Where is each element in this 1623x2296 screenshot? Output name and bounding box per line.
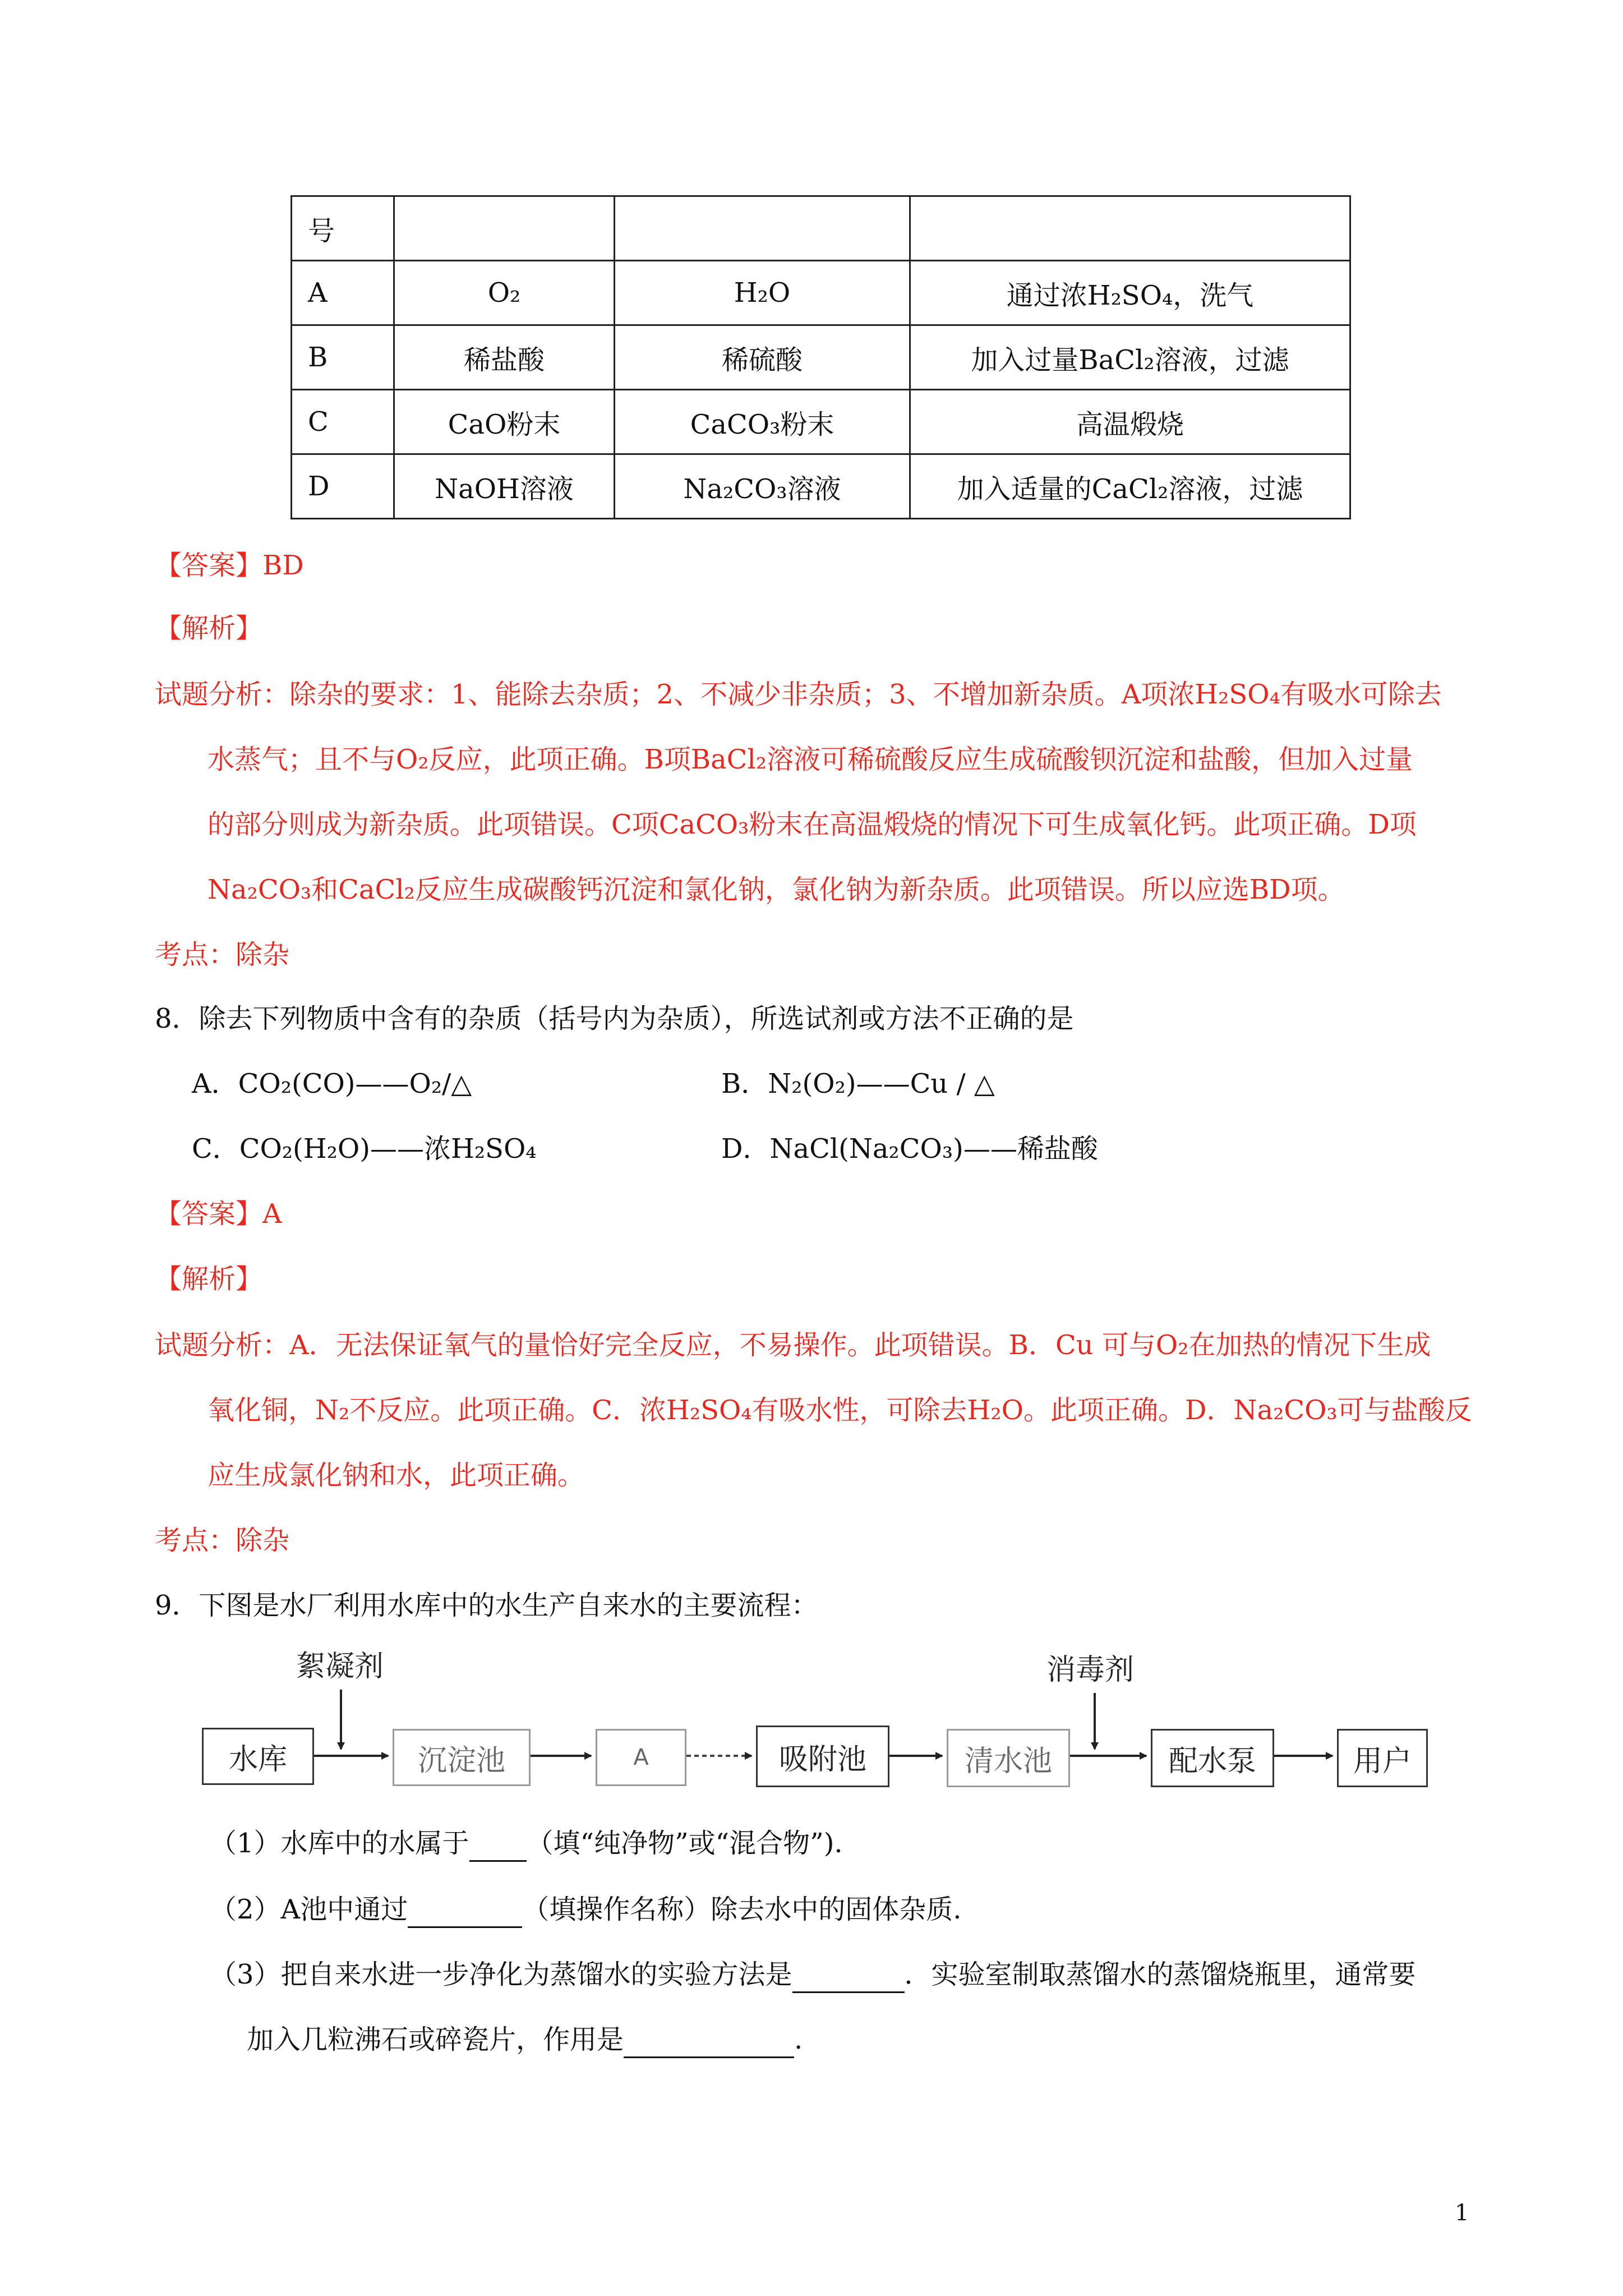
option-a: A．CO₂(CO)——O₂/△ — [192, 1068, 472, 1099]
analysis-line: 试题分析：除杂的要求：1、能除去杂质；2、不减少非杂质；3、不增加新杂质。A项浓H₂SO₄有吸水可除去 — [155, 679, 1442, 710]
table-cell: Na₂CO₃溶液 — [615, 454, 910, 519]
analysis-line: Na₂CO₃和CaCl₂反应生成碳酸钙沉淀和氯化钠，氯化钠为新杂质。此项错误。所以应选BD项。 — [208, 874, 1345, 905]
table-cell: 稀硫酸 — [615, 325, 910, 390]
sub-question-2 — [210, 1893, 961, 1928]
topic-label: 考点：除杂 — [155, 1525, 290, 1556]
table-cell: 通过浓H₂SO₄，洗气 — [910, 261, 1350, 325]
sub-question-3 — [210, 1958, 1416, 1993]
option-c: C．CO₂(H₂O)——浓H₂SO₄ — [192, 1133, 537, 1165]
table-cell: CaO粉末 — [394, 390, 615, 454]
flow-step-a: A — [596, 1729, 686, 1786]
flocculant-label: 絮凝剂 — [296, 1650, 384, 1683]
table-cell: 高温煅烧 — [910, 390, 1350, 454]
sub-question-1 — [210, 1826, 843, 1862]
table-cell: CaCO₃粉末 — [615, 390, 910, 454]
analysis-line: 应生成氯化钠和水，此项正确。 — [208, 1460, 585, 1491]
table-cell-id: C — [292, 390, 394, 454]
option-b: B．N₂(O₂)——Cu / △ — [721, 1068, 995, 1099]
flow-step-sedimentation: 沉淀池 — [393, 1729, 531, 1786]
answer-blank[interactable] — [408, 1893, 522, 1928]
sub-question-3-middle: ．实验室制取蒸馏水的蒸馏烧瓶里，通常要 — [904, 1959, 1416, 1990]
answer-label: 【答案】BD — [155, 550, 304, 581]
answer-label: 【答案】A — [155, 1198, 282, 1230]
table-cell: O₂ — [394, 261, 615, 325]
flow-step-pump: 配水泵 — [1151, 1729, 1274, 1787]
table-cell: 稀盐酸 — [394, 325, 615, 390]
table-cell: 号 — [292, 196, 394, 261]
analysis-label: 【解析】 — [155, 1263, 263, 1295]
analysis-line: 的部分则成为新杂质。此项错误。C项CaCO₃粉末在高温煅烧的情况下可生成氧化钙。此项正确。D项 — [208, 809, 1417, 840]
table-cell-id: B — [292, 325, 394, 390]
table-cell: 加入过量BaCl₂溶液，过滤 — [910, 325, 1350, 390]
sub-question-3-cont-suffix: . — [794, 2024, 803, 2055]
page-number: 1 — [1455, 2200, 1469, 2226]
sub-question-3-cont — [247, 2023, 803, 2058]
answer-blank[interactable] — [624, 2023, 794, 2058]
question-8-stem: 8．除去下列物质中含有的杂质（括号内为杂质），所选试剂或方法不正确的是 — [155, 1003, 1074, 1034]
answer-blank[interactable] — [469, 1826, 527, 1862]
sub-question-3-cont-prefix: 加入几粒沸石或碎瓷片，作用是 — [247, 2024, 624, 2055]
flow-step-adsorption: 吸附池 — [756, 1726, 889, 1787]
sub-question-1-suffix: （填“纯净物”或“混合物”). — [526, 1828, 843, 1859]
flow-step-users: 用户 — [1337, 1729, 1428, 1787]
disinfectant-label: 消毒剂 — [1046, 1653, 1135, 1687]
analysis-label: 【解析】 — [155, 613, 263, 644]
analysis-line: 水蒸气；且不与O₂反应，此项正确。B项BaCl₂溶液可稀硫酸反应生成硫酸钡沉淀和盐酸，但加入过量 — [208, 744, 1413, 775]
flow-step-clear-water: 清水池 — [947, 1729, 1070, 1787]
table-cell-id: A — [292, 261, 394, 325]
topic-label: 考点：除杂 — [155, 939, 290, 970]
option-d: D．NaCl(Na₂CO₃)——稀盐酸 — [721, 1133, 1098, 1165]
analysis-line: 氧化铜，N₂不反应。此项正确。C．浓H₂SO₄有吸水性，可除去H₂O。此项正确。D．Na₂CO₃可与盐酸反 — [208, 1395, 1472, 1426]
question-9-stem: 9．下图是水厂利用水库中的水生产自来水的主要流程： — [155, 1590, 818, 1621]
table-cell-id: D — [292, 454, 394, 519]
table-cell: H₂O — [615, 261, 910, 325]
table-cell: 加入适量的CaCl₂溶液，过滤 — [910, 454, 1350, 519]
sub-question-3-prefix: （3）把自来水进一步净化为蒸馏水的实验方法是 — [210, 1959, 792, 1990]
sub-question-1-prefix: （1）水库中的水属于 — [210, 1828, 469, 1859]
sub-question-2-prefix: （2）A池中通过 — [210, 1894, 408, 1925]
sub-question-2-suffix: （填操作名称）除去水中的固体杂质. — [522, 1894, 962, 1925]
analysis-line: 试题分析：A．无法保证氧气的量恰好完全反应，不易操作。此项错误。B．Cu 可与O₂在加热的情况下生成 — [155, 1329, 1431, 1361]
flow-step-reservoir: 水库 — [202, 1728, 314, 1785]
answer-blank[interactable] — [792, 1958, 905, 1993]
table-cell: NaOH溶液 — [394, 454, 615, 519]
